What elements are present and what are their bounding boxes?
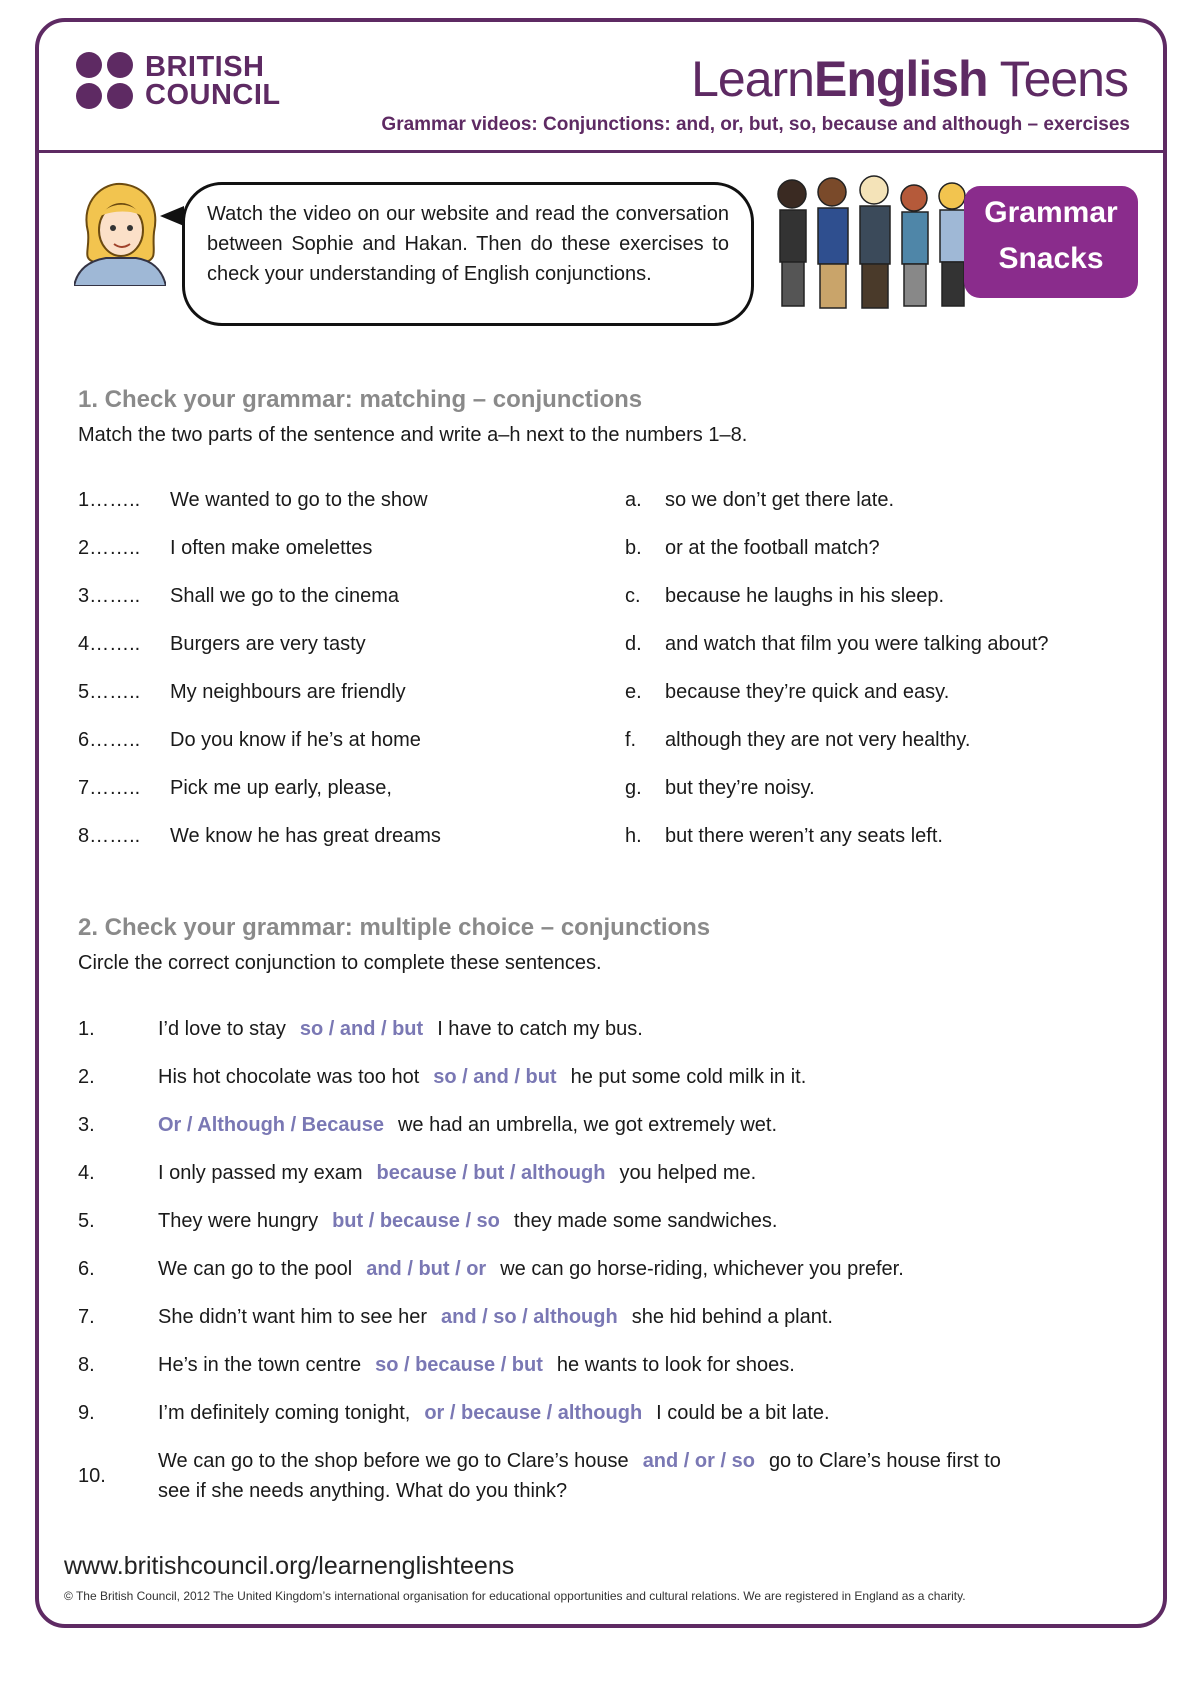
question-number: 7. <box>78 1306 95 1328</box>
sentence-before: I only passed my exam <box>158 1162 363 1184</box>
matching-ending: because he laughs in his sleep. <box>665 585 945 607</box>
logo-line-1: BRITISH <box>145 50 265 83</box>
question-sentence <box>158 1162 756 1185</box>
matching-row <box>0 681 1200 711</box>
question-number: 4. <box>78 1162 95 1184</box>
conjunction-options[interactable]: so / and / but <box>433 1066 557 1088</box>
sentence-after: we can go horse-riding, whichever you prefer. <box>500 1258 904 1280</box>
matching-ending: although they are not very healthy. <box>665 729 971 751</box>
question-sentence <box>158 1450 1001 1473</box>
question-sentence <box>158 1210 777 1233</box>
question-number: 2. <box>78 1066 95 1088</box>
sentence-after: he wants to look for shoes. <box>556 1354 795 1376</box>
matching-stem: Pick me up early, please, <box>170 777 392 799</box>
question-sentence <box>158 1114 777 1137</box>
matching-letter: g. <box>625 777 642 799</box>
matching-stem: We wanted to go to the show <box>170 489 428 511</box>
matching-letter: c. <box>625 585 641 607</box>
matching-number: 3…….. <box>78 585 141 607</box>
sentence-after: we had an umbrella, we got extremely wet. <box>397 1114 778 1136</box>
matching-number: 7…….. <box>78 777 141 799</box>
matching-ending: so we don’t get there late. <box>665 489 895 511</box>
matching-letter: e. <box>625 681 642 703</box>
footer-url[interactable]: www.britishcouncil.org/learnenglishteens <box>64 1552 515 1580</box>
sentence-before: His hot chocolate was too hot <box>158 1066 420 1088</box>
matching-row <box>0 537 1200 567</box>
question-sentence <box>158 1402 830 1425</box>
section-1-instruction: Match the two parts of the sentence and write a–h next to the numbers 1–8. <box>78 424 748 446</box>
question-number: 8. <box>78 1354 95 1376</box>
matching-letter: b. <box>625 537 642 559</box>
question-number: 9. <box>78 1402 95 1424</box>
question-number: 5. <box>78 1210 95 1232</box>
sentence-before: She didn’t want him to see her <box>158 1306 428 1328</box>
sentence-before: I’m definitely coming tonight, <box>158 1402 411 1424</box>
question-sentence <box>158 1306 833 1329</box>
matching-number: 6…….. <box>78 729 141 751</box>
matching-ending: but they’re noisy. <box>665 777 815 799</box>
conjunction-options[interactable]: and / but / or <box>366 1258 487 1280</box>
matching-ending: because they’re quick and easy. <box>665 681 950 703</box>
speech-bubble <box>182 182 754 326</box>
sentence-before: They were hungry <box>158 1210 319 1232</box>
logo-line-2: COUNCIL <box>145 78 281 111</box>
conjunction-options[interactable]: but / because / so <box>332 1210 500 1232</box>
matching-stem: Shall we go to the cinema <box>170 585 400 607</box>
brand-teens: Teens <box>987 51 1128 107</box>
grammar-snacks-badge <box>964 186 1138 298</box>
brand-learn: Learn <box>691 51 814 107</box>
question-sentence <box>158 1354 795 1377</box>
sentence-before: We can go to the pool <box>158 1258 353 1280</box>
logo-dots-icon <box>76 52 133 109</box>
sentence-after: he put some cold milk in it. <box>570 1066 807 1088</box>
matching-row <box>0 825 1200 855</box>
conjunction-options[interactable]: and / or / so <box>642 1450 755 1472</box>
learnenglish-teens-brand <box>691 50 1128 108</box>
sentence-before: We can go to the shop before we go to Clare’s house <box>158 1450 629 1472</box>
british-council-logo <box>76 52 281 109</box>
badge-line-1: Grammar <box>984 196 1118 229</box>
header-divider <box>35 150 1167 153</box>
sentence-after: she hid behind a plant. <box>631 1306 833 1328</box>
section-2-instruction: Circle the correct conjunction to complete these sentences. <box>78 952 602 974</box>
brand-english: English <box>814 51 988 107</box>
conjunction-options[interactable]: so / and / but <box>299 1018 424 1040</box>
question-number: 1. <box>78 1018 95 1040</box>
sentence-before: He’s in the town centre <box>158 1354 362 1376</box>
matching-number: 4…….. <box>78 633 141 655</box>
matching-row <box>0 729 1200 759</box>
sentence-after: I have to catch my bus. <box>437 1018 643 1040</box>
question-number: 10. <box>78 1465 106 1487</box>
matching-ending: and watch that film you were talking about? <box>665 633 1049 655</box>
matching-number: 8…….. <box>78 825 141 847</box>
badge-line-2: Snacks <box>998 242 1104 275</box>
matching-ending: but there weren’t any seats left. <box>665 825 943 847</box>
sentence-after: I could be a bit late. <box>656 1402 830 1424</box>
matching-stem: Burgers are very tasty <box>170 633 366 655</box>
conjunction-options[interactable]: and / so / although <box>441 1306 618 1328</box>
matching-stem: Do you know if he’s at home <box>170 729 421 751</box>
matching-row <box>0 633 1200 663</box>
matching-row <box>0 585 1200 615</box>
matching-stem: My neighbours are friendly <box>170 681 406 703</box>
sentence-before: I’d love to stay <box>158 1018 286 1040</box>
conjunction-options[interactable]: so / because / but <box>375 1354 543 1376</box>
matching-number: 5…….. <box>78 681 141 703</box>
question-sentence <box>158 1018 643 1041</box>
matching-ending: or at the football match? <box>665 537 880 559</box>
conjunction-options[interactable]: or / because / although <box>424 1402 643 1424</box>
matching-stem: I often make omelettes <box>170 537 373 559</box>
matching-letter: a. <box>625 489 642 511</box>
question-number: 6. <box>78 1258 95 1280</box>
sentence-after: you helped me. <box>619 1162 757 1184</box>
question-sentence <box>158 1066 806 1089</box>
speech-bubble-tail <box>160 206 184 226</box>
question-sentence-continued: see if she needs anything. What do you think? <box>158 1480 568 1502</box>
matching-number: 1…….. <box>78 489 141 511</box>
matching-letter: f. <box>625 729 637 751</box>
teens-group-illustration <box>770 172 980 312</box>
section-2-title: 2. Check your grammar: multiple choice – conjunctions <box>78 914 711 941</box>
section-1-title: 1. Check your grammar: matching – conjunctions <box>78 386 643 413</box>
matching-letter: d. <box>625 633 642 655</box>
sentence-after: go to Clare’s house first to <box>768 1450 1001 1472</box>
sentence-after: they made some sandwiches. <box>513 1210 778 1232</box>
conjunction-options[interactable]: because / but / although <box>376 1162 606 1184</box>
matching-row <box>0 489 1200 519</box>
matching-row <box>0 777 1200 807</box>
page-subtitle: Grammar videos: Conjunctions: and, or, but, so, because and although – exercises <box>381 114 1130 135</box>
question-sentence <box>158 1258 904 1281</box>
intro-text: Watch the video on our website and read the conversation between Sophie and Hakan. Then do these exercises to check your understanding of English conjunctions. <box>207 203 729 285</box>
sophie-avatar-icon <box>74 180 166 286</box>
matching-letter: h. <box>625 825 642 847</box>
footer-copyright: © The British Council, 2012 The United Kingdom’s international organisation for educational opportunities and cultural relations. We are registered in England as a charity. <box>64 1589 966 1603</box>
matching-number: 2…….. <box>78 537 141 559</box>
matching-stem: We know he has great dreams <box>170 825 441 847</box>
conjunction-options[interactable]: Or / Although / Because <box>158 1114 384 1136</box>
question-number: 3. <box>78 1114 95 1136</box>
